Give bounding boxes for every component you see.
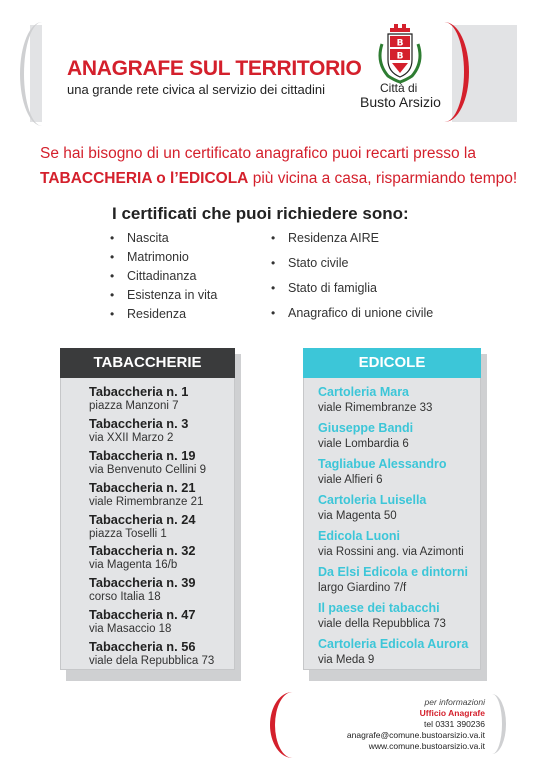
tabaccheria-name: Tabaccheria n. 39	[89, 575, 196, 591]
edicola-address: viale Rimembranze 33	[318, 402, 433, 414]
tabaccheria-address: corso Italia 18	[89, 591, 161, 604]
svg-text:B: B	[396, 51, 404, 62]
certificate-item: • Anagrafico di unione civile	[271, 304, 433, 329]
tabaccheria-name: Tabaccheria n. 56	[89, 639, 196, 655]
city-of-label: Città di	[380, 81, 418, 95]
page-title: ANAGRAFE SUL TERRITORIO	[67, 57, 362, 80]
page-subtitle: una grande rete civica al servizio dei cittadini	[67, 82, 325, 97]
edicola-address: largo Giardino 7/f	[318, 582, 407, 594]
certificate-item: • Nascita	[110, 229, 217, 248]
edicola-name: Il paese dei tabacchi	[318, 601, 440, 615]
svg-text:B: B	[396, 38, 404, 49]
tabaccheria-entry	[61, 512, 234, 544]
certificates-list-left	[110, 229, 217, 324]
intro-highlight: TABACCHERIA o l’EDICOLA	[40, 170, 249, 187]
edicola-entry	[304, 456, 480, 492]
tabaccheria-entry	[61, 416, 234, 448]
contact-website[interactable]: www.comune.bustoarsizio.va.it	[368, 741, 485, 751]
contact-email[interactable]: anagrafe@comune.bustoarsizio.va.it	[346, 730, 485, 740]
tabaccheria-name: Tabaccheria n. 1	[89, 384, 189, 399]
edicola-entry	[304, 492, 480, 528]
tabaccheria-address: viale dela Repubblica 73	[89, 655, 215, 668]
header-arc-left	[20, 22, 64, 126]
city-name-label: Busto Arsizio	[360, 94, 441, 110]
edicola-name: Cartoleria Edicola Aurora	[318, 637, 469, 651]
edicola-name: Giuseppe Bandi	[318, 421, 414, 435]
certificate-item: • Residenza AIRE	[271, 229, 433, 254]
tabaccheria-address: piazza Toselli 1	[89, 527, 167, 540]
tabaccheria-entry	[61, 607, 234, 639]
edicola-entry	[304, 384, 480, 420]
edicola-name: Cartoleria Mara	[318, 385, 410, 399]
footer-arc-red	[270, 692, 315, 758]
tabaccheria-entry	[61, 639, 234, 671]
certificate-item: • Residenza	[110, 305, 217, 324]
certificate-item: • Stato di famiglia	[271, 279, 433, 304]
tabaccherie-list	[60, 378, 235, 670]
certificates-heading: I certificati che puoi richiedere sono:	[112, 204, 409, 223]
intro-line-1: Se hai bisogno di un certificato anagrafico puoi recarti presso la	[40, 145, 476, 162]
edicole-list	[303, 378, 481, 670]
tabaccheria-address: via Masaccio 18	[89, 623, 172, 636]
contact-info	[347, 697, 485, 752]
tabaccheria-address: piazza Manzoni 7	[89, 400, 179, 412]
certificate-item: • Cittadinanza	[110, 267, 217, 286]
tabaccheria-name: Tabaccheria n. 21	[89, 479, 196, 495]
tabaccheria-entry	[61, 575, 234, 607]
edicola-name: Da Elsi Edicola e dintorni	[318, 565, 469, 579]
edicole-panel	[303, 348, 481, 670]
tabaccheria-address: viale Rimembranze 21	[89, 495, 204, 508]
edicola-address: viale della Repubblica 73	[318, 618, 446, 630]
edicola-address: via Magenta 50	[318, 510, 397, 522]
tabaccheria-name: Tabaccheria n. 24	[89, 511, 196, 527]
tabaccheria-entry	[61, 448, 234, 480]
edicole-header: EDICOLE	[303, 348, 481, 378]
tabaccheria-entry	[61, 543, 234, 575]
edicola-address: via Meda 9	[318, 654, 375, 666]
tabaccheria-entry	[61, 480, 234, 512]
edicola-name: Tagliabue Alessandro	[318, 457, 447, 471]
intro-text	[40, 141, 518, 191]
tabaccheria-address: via Magenta 16/b	[89, 559, 178, 572]
edicola-address: viale Lombardia 6	[318, 438, 409, 450]
tabaccheria-entry	[61, 384, 234, 416]
tabaccheria-address: via Benvenuto Cellini 9	[89, 463, 206, 476]
tabaccherie-header: TABACCHERIE	[60, 348, 235, 378]
tabaccheria-name: Tabaccheria n. 32	[89, 543, 196, 559]
certificates-list-right	[271, 229, 433, 329]
intro-line-2-rest: più vicina a casa, risparmiando tempo!	[248, 170, 518, 187]
edicola-entry	[304, 600, 480, 636]
edicola-address: viale Alfieri 6	[318, 474, 383, 486]
edicola-name: Cartoleria Luisella	[318, 493, 427, 507]
certificate-item: • Stato civile	[271, 254, 433, 279]
city-crest-icon	[374, 22, 426, 84]
edicola-entry	[304, 636, 480, 672]
tabaccheria-name: Tabaccheria n. 47	[89, 607, 196, 623]
edicola-entry	[304, 564, 480, 600]
tabaccheria-address: via XXII Marzo 2	[89, 431, 174, 444]
edicola-entry	[304, 528, 480, 564]
contact-phone: tel 0331 390236	[424, 719, 485, 729]
edicola-address: via Rossini ang. via Azimonti	[318, 546, 464, 558]
tabaccheria-name: Tabaccheria n. 3	[89, 415, 189, 431]
edicola-entry	[304, 420, 480, 456]
contact-office: Ufficio Anagrafe	[419, 708, 485, 718]
contact-label: per informazioni	[424, 697, 485, 707]
tabaccherie-panel	[60, 348, 235, 670]
edicola-name: Edicola Luoni	[318, 529, 400, 543]
intro-line-2	[40, 166, 518, 191]
certificate-item: • Matrimonio	[110, 248, 217, 267]
certificate-item: • Esistenza in vita	[110, 286, 217, 305]
tabaccheria-name: Tabaccheria n. 19	[89, 447, 196, 463]
